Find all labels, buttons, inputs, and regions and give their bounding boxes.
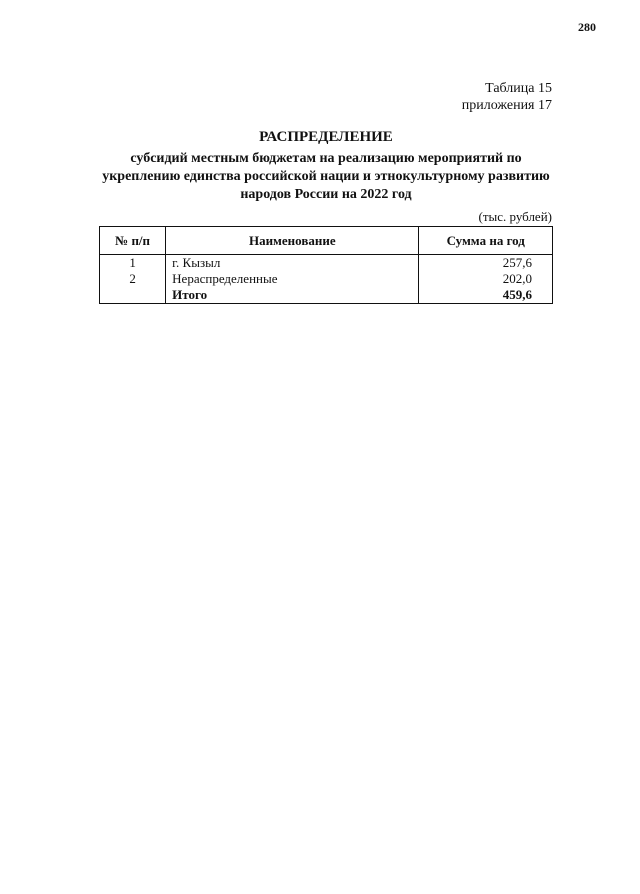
row-name: г. Кызыл [166,255,419,272]
row-number: 2 [100,271,166,287]
distribution-table [99,226,553,304]
table-total-row [100,287,553,304]
table-row [100,255,553,272]
total-sum: 459,6 [419,287,553,304]
header-sum: Сумма на год [419,227,553,255]
table-row [100,271,553,287]
units-label: (тыс. рублей) [478,209,552,224]
total-label: Итого [166,287,419,304]
document-title [100,127,552,204]
row-name: Нераспределенные [166,271,419,287]
table-header-row [100,227,553,255]
row-sum: 257,6 [419,255,553,272]
title-main: РАСПРЕДЕЛЕНИЕ [259,129,393,145]
header-name: Наименование [166,227,419,255]
row-number: 1 [100,255,166,272]
annex-reference [462,80,552,114]
appendix-label: приложения 17 [461,98,552,113]
total-number [100,287,166,304]
table-label: Таблица 15 [485,81,552,96]
title-subtitle: субсидий местным бюджетам на реализацию мероприятий по укреплению единства российской нации и этнокультурному развитию народов России на 2022 год [102,151,550,202]
row-sum: 202,0 [419,271,553,287]
header-number: № п/п [100,227,166,255]
page-number: 280 [578,20,596,34]
